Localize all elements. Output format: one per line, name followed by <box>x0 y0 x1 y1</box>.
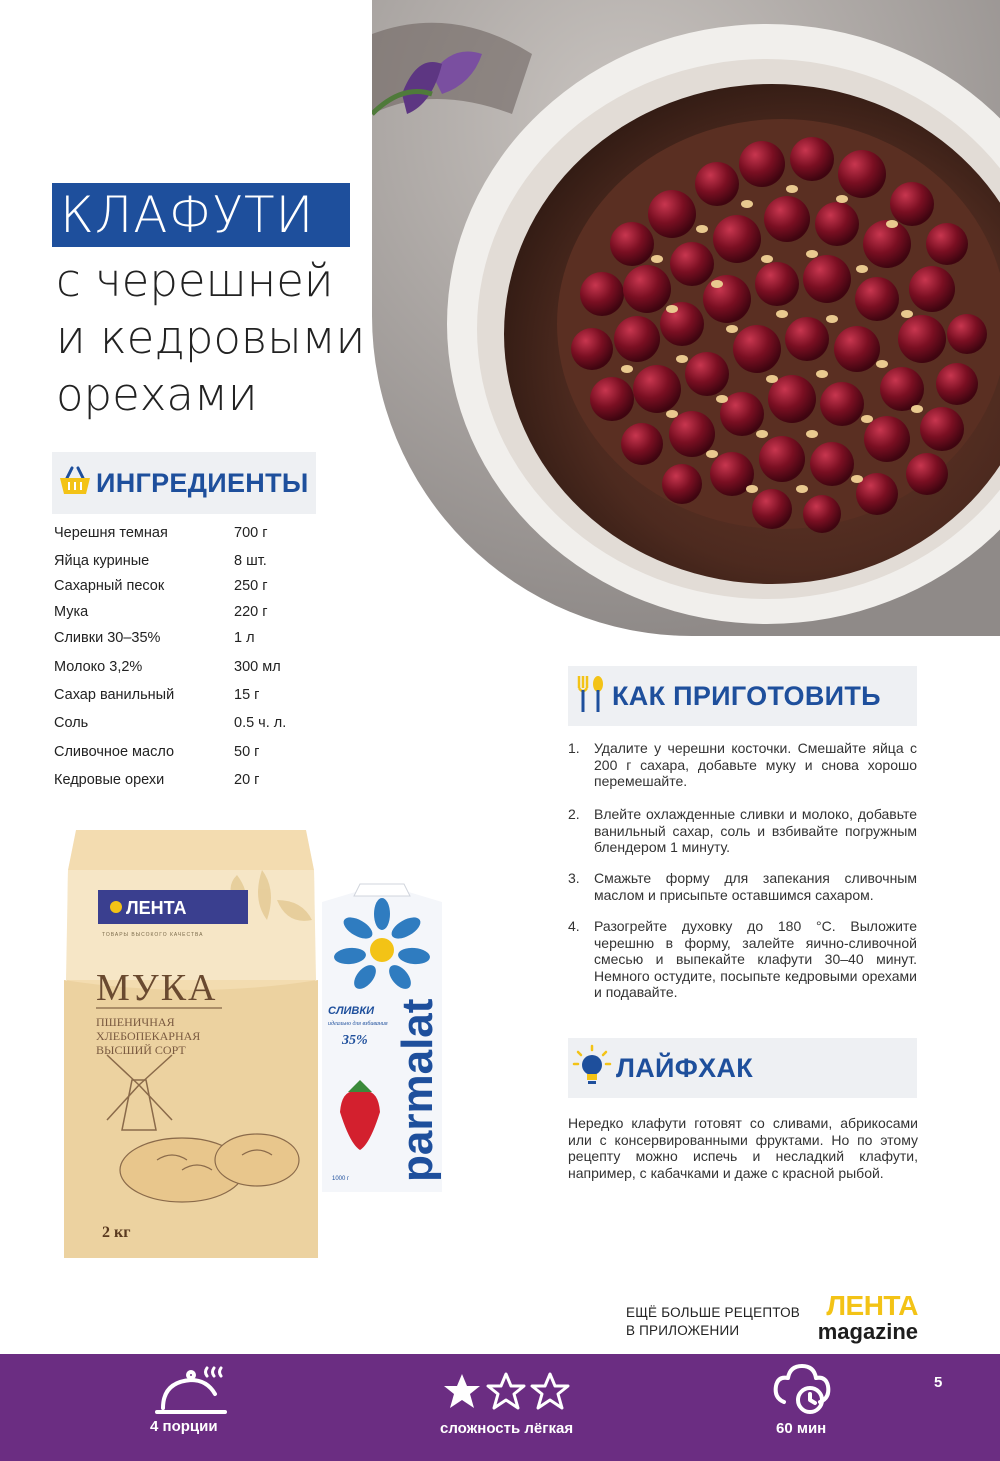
step-number: 4. <box>568 918 580 934</box>
ingredient-name: Сливочное масло <box>54 744 175 760</box>
ingredient-name: Сливки 30–35% <box>54 630 161 646</box>
portions-label: 4 порции <box>150 1418 218 1435</box>
howto-header-label: КАК ПРИГОТОВИТЬ <box>612 680 881 711</box>
lightbulb-icon <box>572 1044 612 1093</box>
footer-bar <box>0 1354 1000 1461</box>
ingredient-name: Мука <box>54 604 89 620</box>
timer-icon <box>770 1362 834 1418</box>
ingredient-qty: 50 г <box>234 744 260 760</box>
hero-photo <box>372 0 1000 636</box>
step-number: 1. <box>568 740 580 756</box>
ingredients-header <box>52 452 316 514</box>
ingredient-name: Черешня темная <box>54 525 168 541</box>
logo-top: ЛЕНТА <box>826 1290 918 1321</box>
cream-desc: идеально для взбивания <box>328 1021 388 1027</box>
ingredients-header-label: ИНГРЕДИЕНТЫ <box>96 467 309 498</box>
cream-volume: 1000 г <box>332 1176 350 1182</box>
dish-icon <box>151 1366 231 1422</box>
step-text: Удалите у черешни косточки. Смешайте яйца с 200 г сахара, добавьте муку и снова хорошо перемешайте. <box>594 740 917 789</box>
lifehack-text: Нередко клафути готовят со сливами, абрикосами или с консервированными фруктами. Но по этому рецепту можно испечь и несладкий клафути, например, с кабачками и даже с красной рыбой. <box>568 1115 918 1181</box>
page-title: КЛАФУТИ <box>60 186 315 244</box>
ingredient-name: Кедровые орехи <box>54 772 165 788</box>
step-text: Смажьте форму для запекания сливочным маслом и присыпьте оставшимся сахаром. <box>594 870 917 903</box>
ingredient-qty: 20 г <box>234 772 260 788</box>
ingredient-qty: 250 г <box>234 578 268 594</box>
ingredient-name: Соль <box>54 715 89 731</box>
basket-icon <box>58 466 92 501</box>
cream-package <box>320 882 444 1192</box>
lifehack-header <box>568 1038 917 1098</box>
flour-tagline: ТОВАРЫ ВЫСОКОГО КАЧЕСТВА <box>102 932 204 938</box>
flour-brand: ЛЕНТА <box>126 898 187 918</box>
page-number: 5 <box>934 1374 943 1391</box>
lenta-magazine-logo[interactable] <box>806 1290 922 1346</box>
ingredient-qty: 15 г <box>234 687 260 703</box>
subtitle-line-2: и кедровыми <box>56 311 366 364</box>
clafoutis-photo <box>372 0 1000 636</box>
step-number: 3. <box>568 870 580 886</box>
cream-name: СЛИВКИ <box>328 1005 375 1017</box>
stars-icon <box>440 1370 574 1414</box>
flour-package <box>62 830 320 1258</box>
promo-line-2: В ПРИЛОЖЕНИИ <box>626 1323 740 1338</box>
ingredient-qty: 700 г <box>234 525 268 541</box>
cream-brand: parmalat <box>393 998 442 1182</box>
time-label: 60 мин <box>776 1420 827 1437</box>
flour-desc-3: ВЫСШИЙ СОРТ <box>96 1043 186 1057</box>
step-text: Влейте охлажденные сливки и молоко, добавьте ванильный сахар, соль и взбивайте погружным блендером 1 минуту. <box>594 806 917 855</box>
step-text: Разогрейте духовку до 180 °C. Выложите черешню в форму, залейте яично-сливочной смесью и выпекайте клафути 30–40 минут. Немного остудите, посыпьте кедровыми орехами и подавайте. <box>594 918 917 1000</box>
howto-header <box>568 666 917 726</box>
cutlery-icon <box>574 674 608 719</box>
app-promo <box>626 1304 800 1340</box>
promo-line-1: ЕЩЁ БОЛЬШЕ РЕЦЕПТОВ <box>626 1305 800 1320</box>
flour-desc-2: ХЛЕБОПЕКАРНАЯ <box>96 1029 201 1043</box>
step-number: 2. <box>568 806 580 822</box>
ingredient-qty: 220 г <box>234 604 268 620</box>
subtitle-line-1: с черешней <box>56 254 334 307</box>
page-subtitle <box>56 252 365 423</box>
ingredient-qty: 1 л <box>234 630 255 646</box>
logo-bottom: magazine <box>817 1319 918 1344</box>
flour-name: МУКА <box>96 967 218 1009</box>
flour-desc-1: ПШЕНИЧНАЯ <box>96 1015 175 1029</box>
ingredient-qty: 300 мл <box>234 659 281 675</box>
ingredient-name: Сахарный песок <box>54 578 165 594</box>
difficulty-label: сложность лёгкая <box>440 1420 574 1437</box>
lifehack-header-label: ЛАЙФХАК <box>616 1052 753 1083</box>
subtitle-line-3: орехами <box>56 368 258 421</box>
ingredient-qty: 0.5 ч. л. <box>234 715 287 731</box>
flour-weight: 2 кг <box>102 1224 131 1241</box>
ingredient-name: Яйца куриные <box>54 553 150 569</box>
ingredient-name: Сахар ванильный <box>54 687 175 703</box>
cream-fat: 35% <box>342 1033 368 1048</box>
ingredient-qty: 8 шт. <box>234 553 267 569</box>
ingredient-name: Молоко 3,2% <box>54 659 143 675</box>
